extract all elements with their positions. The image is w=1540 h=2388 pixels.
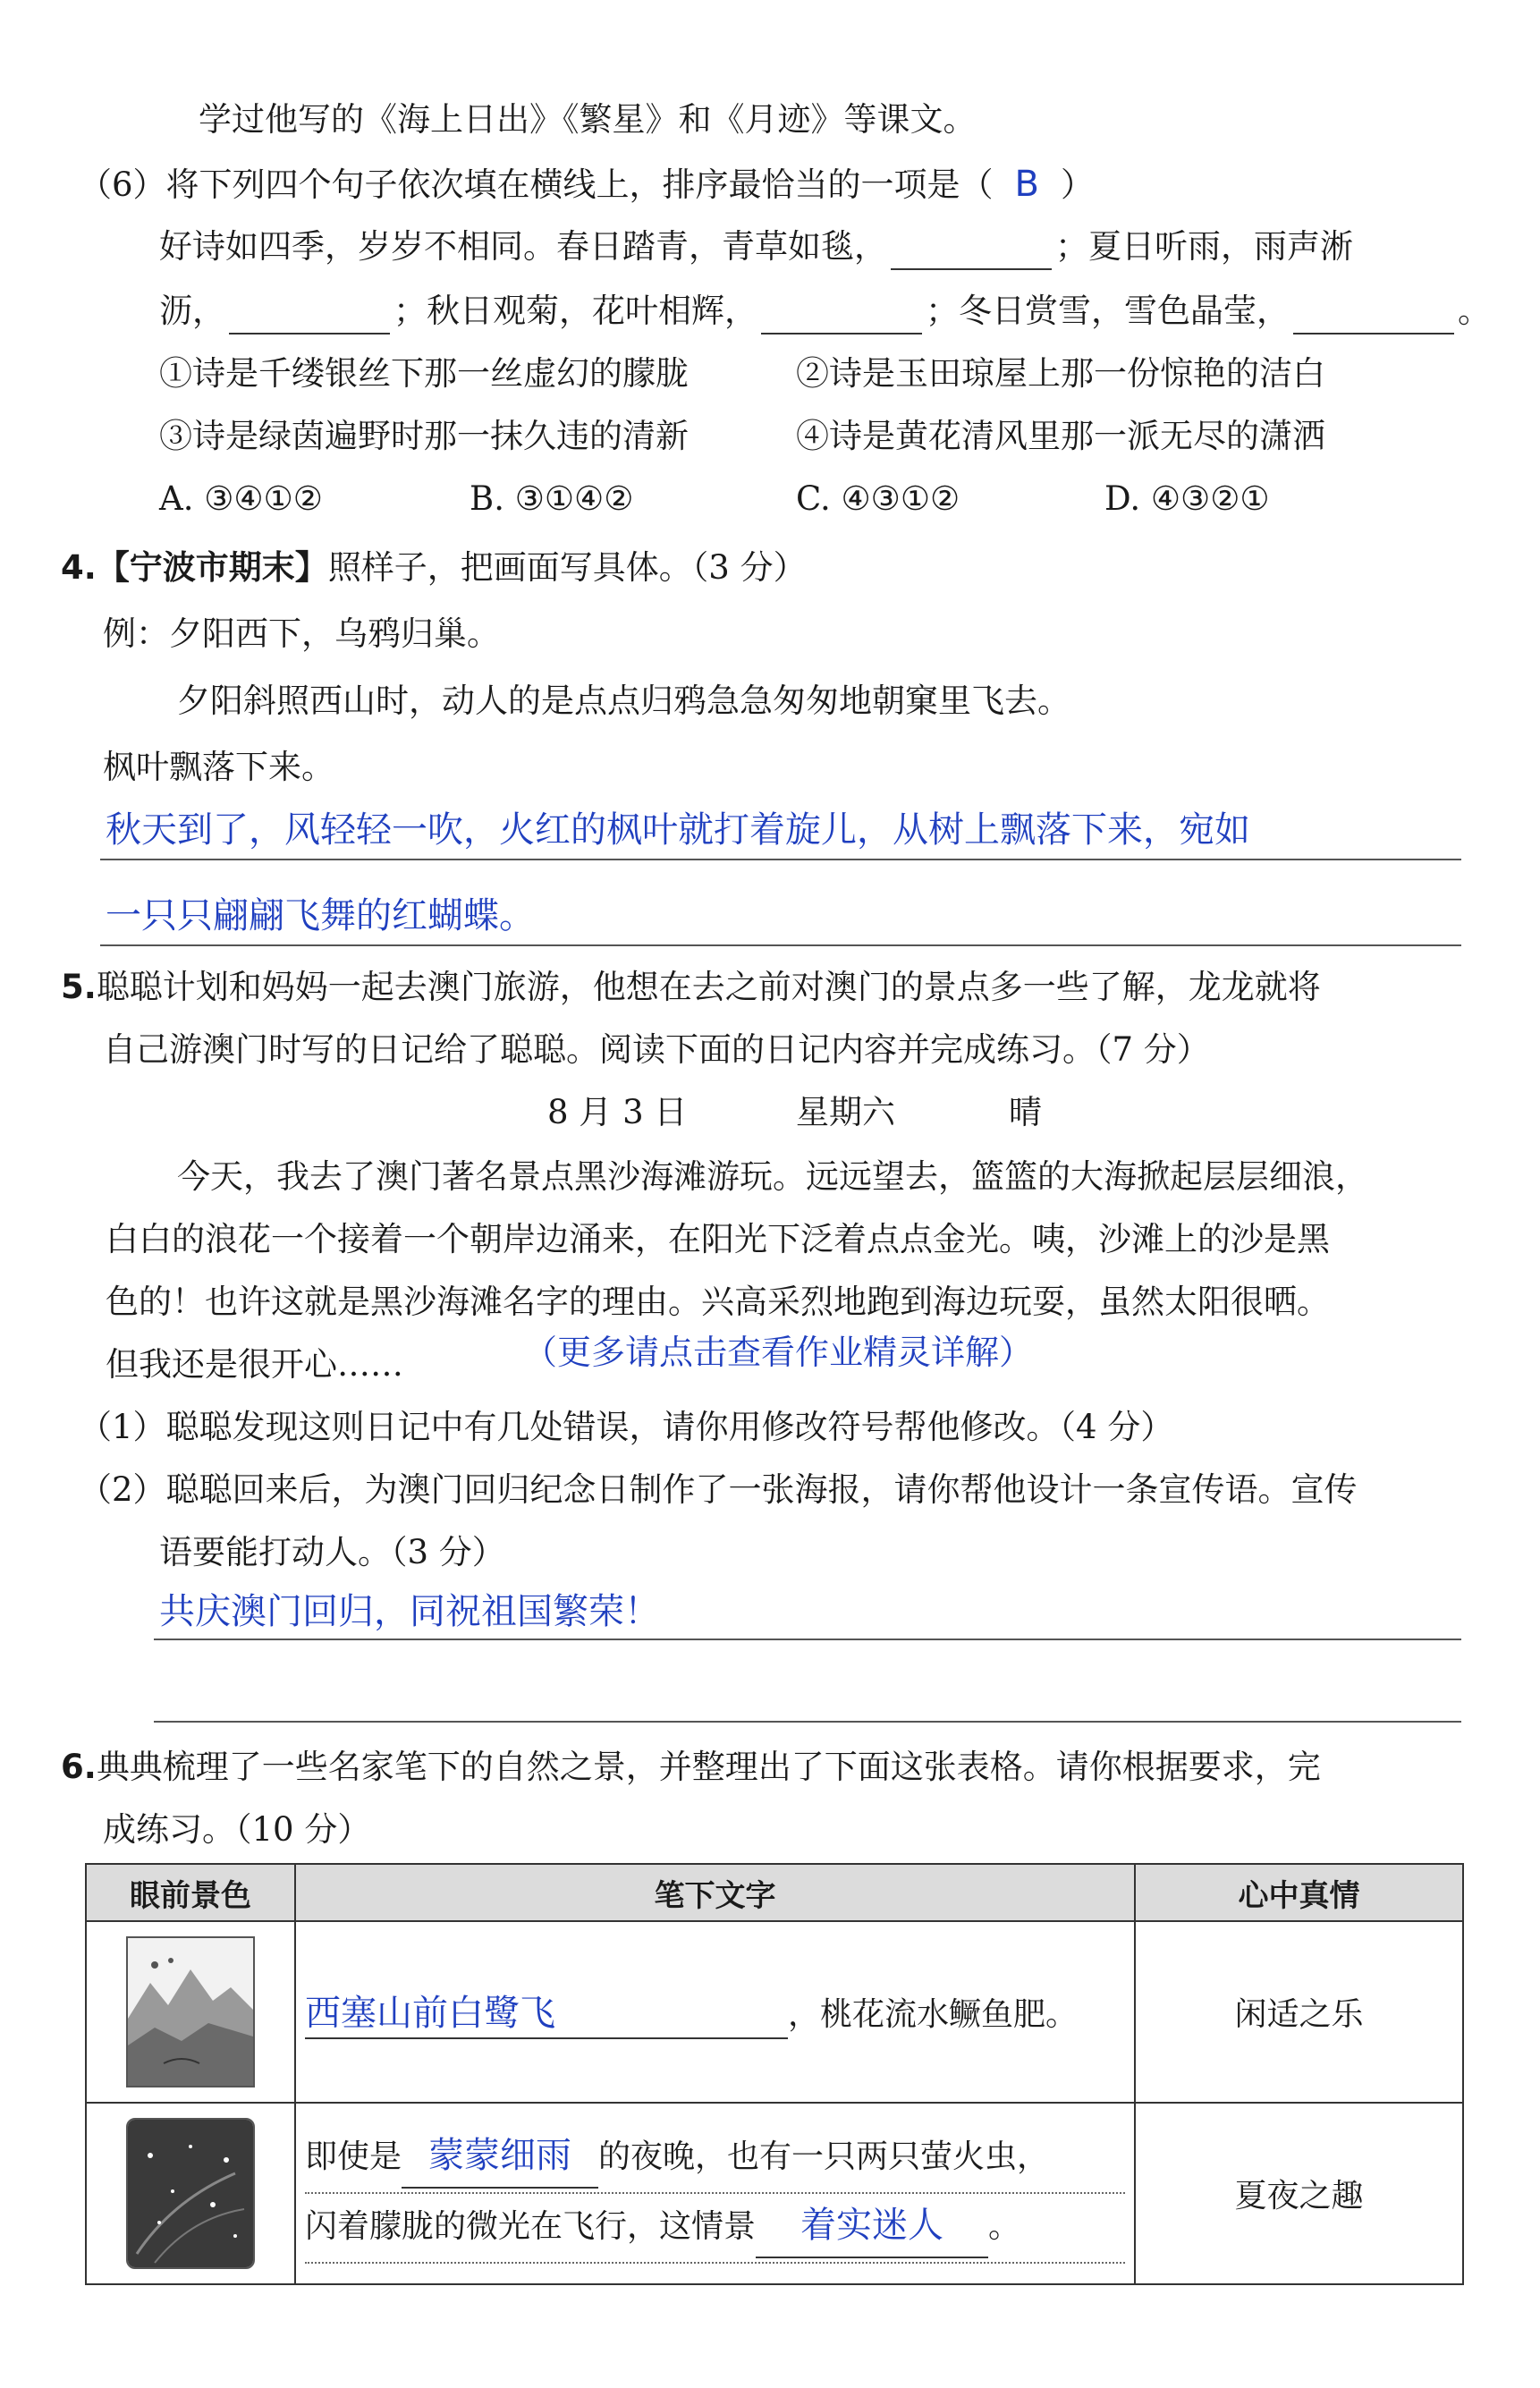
- scenery-table: [85, 1863, 1464, 2285]
- q6-stem-line2: 成练习。（10 分）: [103, 1810, 371, 1849]
- q3-6-stem: （6）将下列四个句子依次填在横线上，排序最恰当的一项是（ B ）: [79, 164, 1094, 205]
- diary-line1: 今天，我去了澳门著名景点黑沙海滩游玩。远远望去，篮篮的大海掀起层层细浪，: [177, 1157, 1368, 1196]
- q3-6-line1: 好诗如四季，岁岁不相同。春日踏青，青草如毯， ；夏日听雨，雨声淅: [159, 224, 1353, 270]
- q4-tag: 【宁波市期末】: [96, 547, 328, 587]
- table-header: 笔下文字: [295, 1864, 1135, 1921]
- row2-answer1: 蒙蒙细雨: [402, 2124, 598, 2189]
- q5-stem-line1: 5.聪聪计划和妈妈一起去澳门旅游，他想在去之前对澳门的景点多一些了解，龙龙就将: [61, 968, 1321, 1006]
- q5-sub1: （1）聪聪发现这则日记中有几处错误，请你用修改符号帮他修改。（4 分）: [79, 1408, 1174, 1446]
- table-header-row: [86, 1864, 1463, 1921]
- q3-6-line2: 沥， ；秋日观菊，花叶相辉， ；冬日赏雪，雪色晶莹， 。: [159, 288, 1491, 334]
- option-b: B. ③①④②: [470, 479, 634, 518]
- blank: [229, 301, 390, 334]
- landscape-painting-icon: [126, 1936, 255, 2087]
- row2-feeling: 夏夜之趣: [1135, 2103, 1463, 2284]
- q5-sub2-line2: 语要能打动人。（3 分）: [159, 1533, 505, 1571]
- sentence-1: ①诗是千缕银丝下那一丝虚幻的朦胧: [159, 354, 689, 393]
- answer-rule: [100, 859, 1461, 860]
- q4-example-label: 例：夕阳西下，乌鸦归巢。: [103, 614, 500, 653]
- row1-text: ，桃花流水鳜鱼肥。: [788, 1996, 1079, 2033]
- more-link[interactable]: （更多请点击查看作业精灵详解）: [523, 1333, 1034, 1372]
- q4-answer-line1: 秋天到了，风轻轻一吹，火红的枫叶就打着旋儿，从树上飘落下来，宛如: [106, 809, 1250, 851]
- q4-stem: 4.【宁波市期末】照样子，把画面写具体。（3 分）: [61, 547, 807, 587]
- table-row: [86, 1921, 1463, 2103]
- table-row: 即使是 蒙蒙细雨 的夜晚，也有一只两只萤火虫， 闪着朦胧的微光在飞行，这情景 着实迷人 。 夏夜之趣: [86, 2103, 1463, 2284]
- q5-sub2-line1: （2）聪聪回来后，为澳门回归纪念日制作了一张海报，请你帮他设计一条宣传语。宣传: [79, 1470, 1358, 1509]
- diary-weekday: 星期六: [796, 1093, 895, 1131]
- q3-6-answer: B: [1014, 164, 1039, 205]
- diary-line2: 白白的浪花一个接着一个朝岸边涌来，在阳光下泛着点点金光。咦，沙滩上的沙是黑: [106, 1220, 1330, 1258]
- sentence-2: ②诗是玉田琼屋上那一份惊艳的洁白: [796, 354, 1325, 393]
- table-header: 眼前景色: [86, 1864, 295, 1921]
- q6-stem-line1: 6.典典梳理了一些名家笔下的自然之景，并整理出了下面这张表格。请你根据要求，完: [61, 1748, 1321, 1786]
- sentence-3: ③诗是绿茵遍野时那一抹久违的清新: [159, 417, 689, 455]
- q5-answer: 共庆澳门回归，同祝祖国繁荣！: [159, 1591, 660, 1632]
- option-d: D. ④③②①: [1104, 479, 1270, 518]
- prev-line: 学过他写的《海上日出》《繁星》和《月迹》等课文。: [199, 100, 977, 139]
- q4-example-text: 夕阳斜照西山时，动人的是点点归鸦急急匆匆地朝窠里飞去。: [177, 682, 1070, 720]
- q5-stem-line2: 自己游澳门时写的日记给了聪聪。阅读下面的日记内容并完成练习。（7 分）: [103, 1030, 1210, 1069]
- row1-feeling: 闲适之乐: [1135, 1921, 1463, 2103]
- sentence-4: ④诗是黄花清风里那一派无尽的潇洒: [796, 417, 1325, 455]
- q4-answer-line2: 一只只翩翩飞舞的红蝴蝶。: [106, 895, 535, 936]
- answer-rule: [154, 1639, 1461, 1640]
- blank: [891, 236, 1052, 270]
- row1-answer: 西塞山前白鹭飞: [305, 1985, 788, 2039]
- option-a: A. ③④①②: [159, 479, 323, 518]
- blank: [761, 301, 922, 334]
- diary-date: 8 月 3 日: [547, 1093, 688, 1131]
- answer-rule: [154, 1721, 1461, 1723]
- option-c: C. ④③①②: [796, 479, 960, 518]
- diary-line4: 但我还是很开心……: [106, 1345, 403, 1384]
- table-header: 心中真情: [1135, 1864, 1463, 1921]
- diary-weather: 晴: [1009, 1093, 1042, 1131]
- q4-prompt: 枫叶飘落下来。: [103, 748, 334, 786]
- row2-answer2: 着实迷人: [756, 2194, 988, 2258]
- blank: [1293, 301, 1454, 334]
- diary-line3: 色的！也许这就是黑沙海滩名字的理由。兴高采烈地跑到海边玩耍，虽然太阳很晒。: [106, 1283, 1330, 1321]
- firefly-night-icon: [126, 2118, 255, 2269]
- answer-rule: [100, 944, 1461, 946]
